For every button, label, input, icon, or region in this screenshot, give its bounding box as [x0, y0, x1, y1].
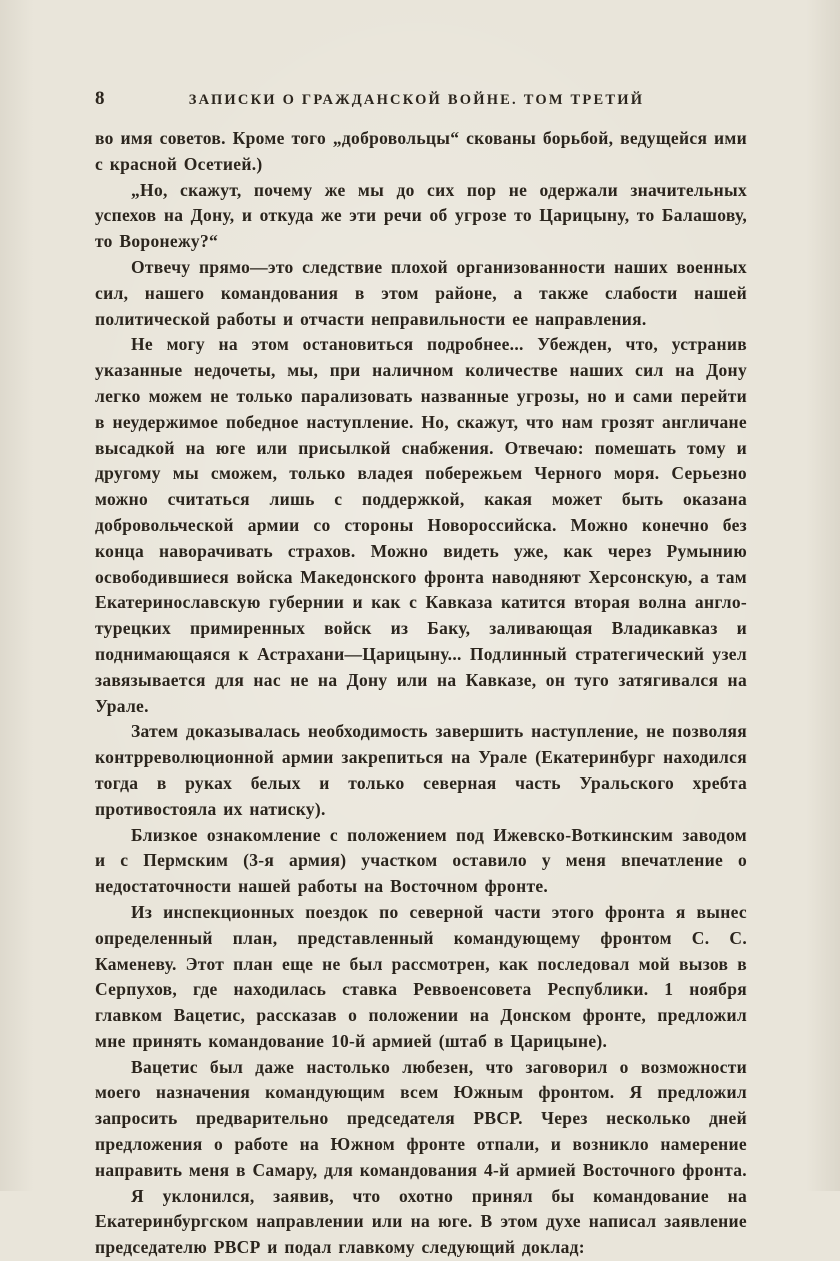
- paragraph: во имя советов. Кроме того „добровольцы“ скованы борьбой, ведущейся ими с красной Осетией.): [95, 128, 747, 174]
- paragraph: Я уклонился, заявив, что охотно принял бы командование на Екатеринбургском направлении или на юге. В этом духе написал заявление председателю РВСР и подал главкому следующий доклад:: [95, 1185, 747, 1258]
- paragraph: Вацетис был даже настолько любезен, что заговорил о возможности моего назначения командующим всем Южным фронтом. Я предложил запросить предварительно председателя РВСР. Через несколько дней предложения о работе на Южном фронте отпали, и возникло намерение направить меня в Самару, для командования 4-й армией Восточного фронта.: [95, 1056, 747, 1180]
- chapter-header: ЗАПИСКИ О ГРАЖДАНСКОЙ ВОЙНЕ. ТОМ ТРЕТИЙ: [188, 92, 645, 108]
- body-text: [95, 126, 747, 1261]
- paragraph: Не могу на этом остановиться подробнее... Убежден, что, устранив указанные недочеты, мы, при наличном количестве наших сил на Дону легко можем не только парализовать названные угрозы, но и сами перейти в неудержимое победное наступление. Но, скажут, что нам грозят англичане высадкой на юге или присылкой снабжения. Отвечаю: помешать тому и другому мы сможем, только владея побережьем Черного моря. Серьезно можно считаться лишь с поддержкой, какая может быть оказана добровольческой армии со стороны Новороссийска. Можно конечно без конца наворачивать страхов. Можно видеть уже, как через Румынию освободившиеся войска Македонского фронта наводняют Херсонскую, а там Екатеринославскую губернии и как с Кавказа катится вторая волна англо-турецких примиренных войск из Баку, заливающая Владикавказ и поднимающаяся к Астрахани—Царицыну... Подлинный стратегический узел завязывается для нас не на Дону или на Кавказе, он туго затягивался на Урале.: [95, 334, 747, 716]
- running-head: [95, 88, 748, 110]
- paragraph: Затем доказывалась необходимость завершить наступление, не позволяя контрреволюционной армии закрепиться на Урале (Екатеринбург находился тогда в руках белых и только северная часть Уральского хребта противостояла их натиску).: [95, 721, 747, 819]
- paragraph: „Но, скажут, почему же мы до сих пор не одержали значительных успехов на Дону, и откуда же эти речи об угрозе то Царицыну, то Балашову, то Воронежу?“: [95, 179, 747, 252]
- paragraph: Отвечу прямо—это следствие плохой организованности наших военных сил, нашего командования в этом районе, а также слабости нашей политической работы и отчасти неправильности ее направления.: [95, 256, 747, 329]
- page-number: 8: [95, 88, 105, 109]
- paragraph: Близкое ознакомление с положением под Ижевско-Воткинским заводом и с Пермским (3-я армия) участком оставило у меня впечатление о недостаточности нашей работы на Восточном фронте.: [95, 824, 747, 897]
- paragraph: Из инспекционных поездок по северной части этого фронта я вынес определенный план, представленный командующему фронтом С. С. Каменеву. Этот план еще не был рассмотрен, как последовал мой вызов в Серпухов, где находилась ставка Реввоенсовета Республики. 1 ноября главком Вацетис, рассказав о положении на Донском фронте, предложил мне принять командование 10-й армией (штаб в Царицыне).: [95, 901, 747, 1051]
